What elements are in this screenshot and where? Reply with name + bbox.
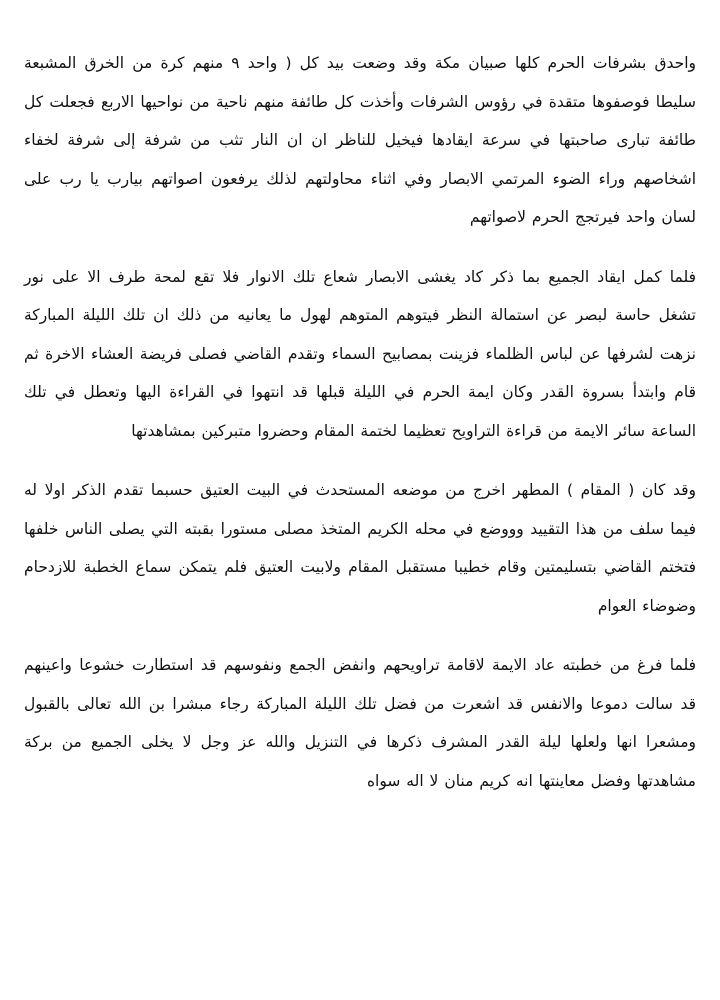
paragraph-1: واحدق بشرفات الحرم كلها صبيان مكة وقد وضعت بيد كل ( واحد ٩ منهم كرة من الخرق المشبعة سليطا فوصفوها متقدة في رؤوس الشرفات وأخذت كل طائفة منهم ناحية من نواحيها الاربع فجعلت كل طائفة تبارى صاحبتها في سرعة ايقادها فيخيل للناظر ان ان النار تثب من شرفة إلى شرفة لخفاء اشخاصهم وراء الضوء المرتمي الابصار وفي اثناء محاولتهم لذلك يرفعون اصواتهم بيارب يا رب على لسان واحد فيرتجج الحرم لاصواتهم <box>24 54 697 226</box>
paragraph-3: وقد كان ( المقام ) المطهر اخرج من موضعه المستحدث في البيت العتيق حسبما تقدم الذكر اولا له فيما سلف من هذا التقييد وووضع في محله الكريم المتخذ مصلى مستورا بقبته التي يصلى الناس خلفها فتختم القاضي بتسليمتين وقام خطيبا مستقبل المقام ولابيت العتيق فلم يتمكن سماع الخطبة للازدحام وضوضاء العوام <box>24 481 696 615</box>
paragraph-4: فلما فرغ من خطبته عاد الايمة لاقامة تراويحهم وانفض الجمع ونفوسهم قد استطارت خشوعا واعينهم قد سالت دموعا والانفس قد اشعرت من فضل تلك الليلة المباركة رجاء مبشرا بن الله تعالى بالقبول ومشعرا انها ولعلها ليلة القدر المشرف ذكرها في التنزيل والله عز وجل لا يخلى الجميع من بركة مشاهدتها وفضل معاينتها انه كريم منان لا اله سواه <box>24 656 696 790</box>
paragraph-2: فلما كمل ايقاد الجميع بما ذكر كاد يغشى الابصار شعاع تلك الانوار فلا تقع لمحة طرف الا على نور تشغل حاسة لبصر عن استمالة النظر فيتوهم المتوهم لهول ما يعانيه من ذلك ان تلك الليلة المباركة نزهت لشرفها عن لباس الظلماء فزينت بمصابيح السماء وتقدم القاضي فصلى فريضة العشاء الاخرة ثم قام وابتدأ بسروة القدر وكان ايمة الحرم في الليلة قبلها قد انتهوا في القراءة اليها وتعطل في تلك الساعة سائر الايمة من قراءة التراويح تعظيما لختمة المقام وحضروا متبركين بمشاهدتها <box>24 267 696 440</box>
